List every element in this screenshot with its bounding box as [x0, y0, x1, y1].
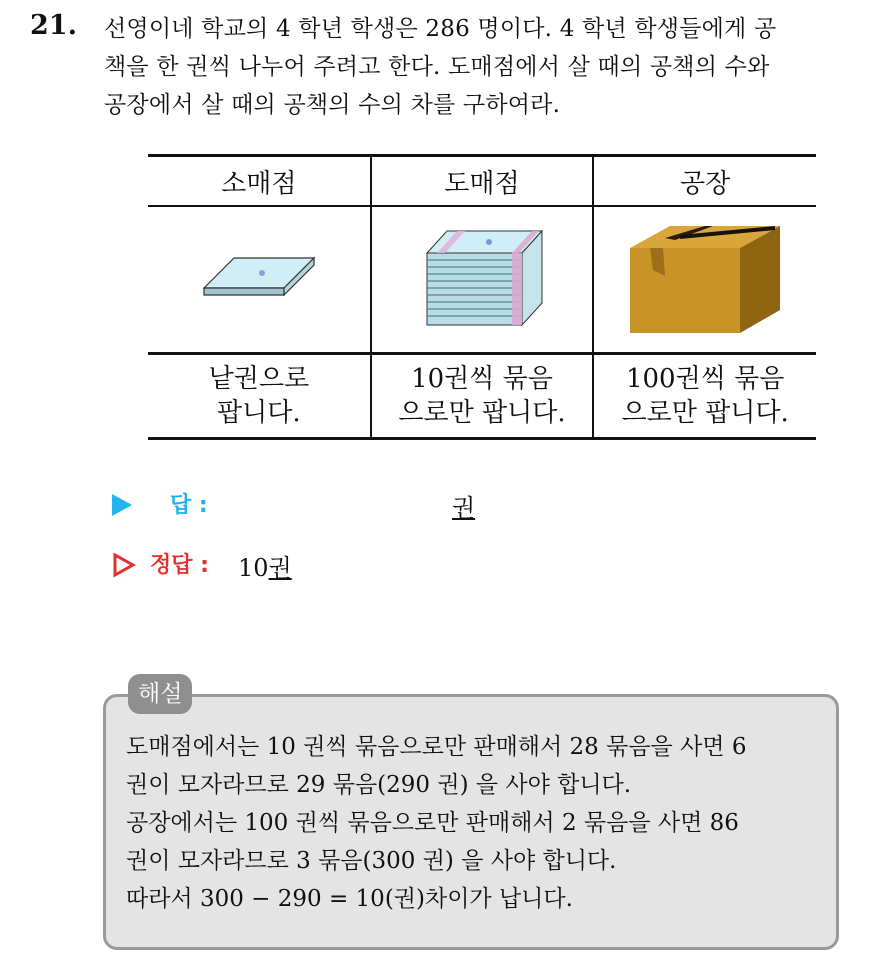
correct-answer-row	[112, 548, 512, 584]
question-line: 책을 한 권씩 나누어 주려고 한다. 도매점에서 살 때의 공책의 수와	[104, 54, 770, 80]
desc-line: 팝니다.	[217, 398, 301, 428]
factory-description	[593, 354, 816, 439]
answer-label: 답 :	[170, 493, 208, 518]
explanation-line: 도매점에서는 10 권씩 묶음으로만 판매해서 28 묶음을 사면 6	[126, 734, 747, 760]
outline-arrow-icon	[112, 552, 136, 578]
correct-answer-value	[238, 548, 292, 583]
explanation-line: 권이 모자라므로 29 묶음(290 권) 을 사야 합니다.	[126, 772, 632, 798]
question-line: 공장에서 살 때의 공책의 수의 차를 구하여라.	[104, 92, 561, 118]
header-wholesale: 도매점	[371, 156, 594, 207]
wholesale-description	[371, 354, 594, 439]
correct-answer-label: 정답 :	[150, 553, 209, 578]
header-factory: 공장	[593, 156, 816, 207]
play-arrow-icon	[112, 494, 132, 516]
single-notebook-icon	[194, 248, 324, 308]
notebook-bundle-icon	[417, 223, 547, 333]
desc-line: 으로만 팝니다.	[621, 398, 789, 428]
question-text	[104, 10, 864, 124]
factory-box-cell	[593, 206, 816, 354]
explanation-text	[126, 728, 826, 918]
store-comparison-table	[148, 154, 816, 440]
question-line: 선영이네 학교의 4 학년 학생은 286 명이다. 4 학년 학생들에게 공	[104, 16, 777, 42]
notebook-bundle-cell	[371, 206, 594, 354]
desc-line: 으로만 팝니다.	[398, 398, 566, 428]
header-retail: 소매점	[148, 156, 371, 207]
correct-value-number: 10	[238, 554, 269, 582]
answer-row	[112, 488, 512, 522]
retail-description	[148, 354, 371, 439]
answer-unit: 권	[452, 494, 476, 522]
single-notebook-cell	[148, 206, 371, 354]
correct-value-unit: 권	[268, 554, 292, 582]
desc-line: 낱권으로	[208, 364, 310, 394]
question-number: 21.	[30, 10, 77, 41]
explanation-line: 권이 모자라므로 3 묶음(300 권) 을 사야 합니다.	[126, 848, 617, 874]
desc-line: 100권씩 묶음	[625, 364, 785, 394]
explanation-tag: 해설	[128, 674, 192, 714]
desc-line: 10권씩 묶음	[411, 364, 553, 394]
cardboard-box-icon	[625, 218, 785, 338]
explanation-line: 따라서 300 − 290 = 10(권)차이가 납니다.	[126, 886, 573, 912]
explanation-line: 공장에서는 100 권씩 묶음으로만 판매해서 2 묶음을 사면 86	[126, 810, 739, 836]
